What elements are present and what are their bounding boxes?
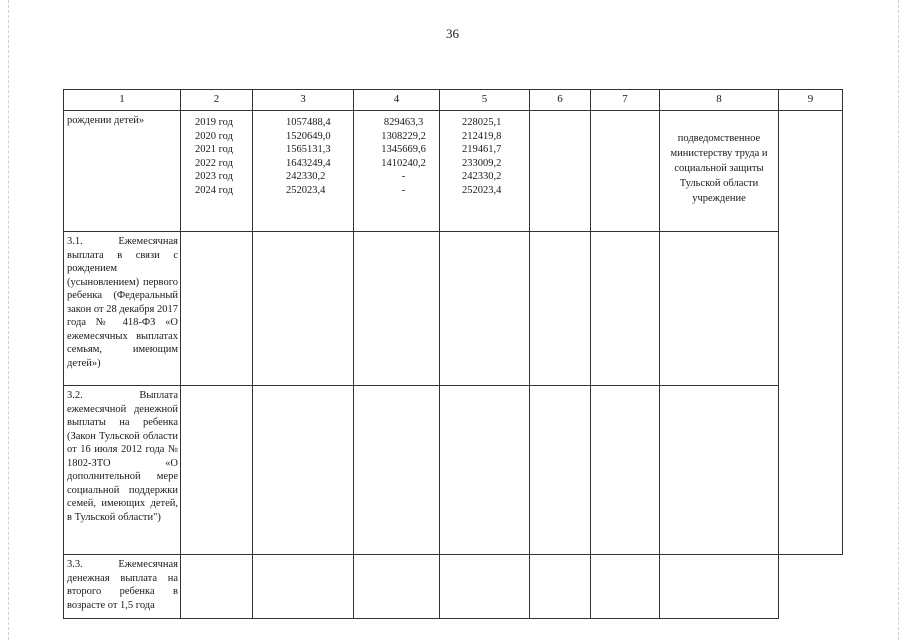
year-value: 2019 год (195, 117, 233, 128)
data-table (63, 89, 843, 619)
empty-cell (253, 386, 354, 555)
column-3-values (253, 111, 354, 232)
empty-cell (779, 555, 843, 619)
amount-value: 252023,4 (462, 184, 502, 196)
column-9-cell (779, 386, 843, 555)
responsible-executor-cell (660, 111, 779, 232)
table-row (64, 386, 843, 555)
row-description: 3.1. Ежемесячная выплата в связи с рождением (усыновлением) первого ребенка (Федеральный закон от 28 декабря 2017 года № 418-ФЗ «О ежемесячных выплатах семьям, имеющим детей») (64, 232, 181, 386)
year-value: 2023 год (195, 171, 233, 182)
col-header-3: 3 (253, 90, 354, 111)
empty-cell (253, 232, 354, 386)
amount-value: 219461,7 (462, 144, 502, 155)
empty-cell (530, 555, 591, 619)
col-header-9: 9 (779, 90, 843, 111)
empty-cell (591, 555, 660, 619)
row-description: 3.3. Ежемесячная денежная выплата на второго ребенка в возрасте от 1,5 года (64, 555, 181, 619)
col-header-4: 4 (354, 90, 440, 111)
col-header-8: 8 (660, 90, 779, 111)
left-margin-line (8, 0, 9, 640)
years-cell (181, 111, 253, 232)
empty-cell (253, 555, 354, 619)
header-row (64, 90, 843, 111)
col-header-1: 1 (64, 90, 181, 111)
empty-cell (440, 555, 530, 619)
year-value: 2024 год (195, 184, 233, 196)
year-value: 2020 год (195, 130, 233, 142)
empty-cell (530, 386, 591, 555)
amount-value: 1057488,4 (286, 117, 331, 128)
col-header-5: 5 (440, 90, 530, 111)
amount-value: 233009,2 (462, 157, 502, 169)
empty-cell (660, 386, 779, 555)
amount-value: 1308229,2 (381, 130, 426, 142)
right-margin-line (898, 0, 899, 640)
empty-cell (530, 111, 591, 232)
amount-value: 1410240,2 (381, 157, 426, 169)
executor-line: министерству труда и (670, 148, 768, 159)
empty-cell (181, 386, 253, 555)
page-number: 36 (446, 26, 459, 41)
amount-value: - (401, 184, 406, 196)
col-header-7: 7 (591, 90, 660, 111)
empty-cell (440, 232, 530, 386)
column-5-values (440, 111, 530, 232)
amount-value: 1520649,0 (286, 130, 331, 142)
executor-line: социальной защиты (674, 163, 764, 174)
empty-cell (530, 232, 591, 386)
executor-line: подведомственное (677, 133, 761, 144)
column-9-cell (779, 111, 843, 232)
empty-cell (591, 386, 660, 555)
amount-value: 228025,1 (462, 117, 502, 128)
empty-cell (591, 232, 660, 386)
col-header-2: 2 (181, 90, 253, 111)
empty-cell (660, 232, 779, 386)
amount-value: - (401, 171, 406, 182)
amount-value: 242330,2 (286, 171, 326, 182)
table-row (64, 232, 843, 386)
empty-cell (181, 555, 253, 619)
amount-value: 1643249,4 (286, 157, 331, 169)
empty-cell (354, 555, 440, 619)
amount-value: 212419,8 (462, 130, 502, 142)
amount-value: 242330,2 (462, 171, 502, 182)
table-row (64, 111, 843, 232)
empty-cell (354, 232, 440, 386)
col-header-6: 6 (530, 90, 591, 111)
executor-line: Тульской области (679, 178, 759, 189)
column-9-cell (779, 232, 843, 386)
empty-cell (591, 111, 660, 232)
amount-value: 252023,4 (286, 184, 326, 196)
amount-value: 829463,3 (383, 117, 424, 128)
amount-value: 1565131,3 (286, 144, 331, 155)
table-row (64, 555, 843, 619)
year-value: 2021 год (195, 144, 233, 155)
empty-cell (181, 232, 253, 386)
amount-value: 1345669,6 (381, 144, 426, 155)
row-description: рождении детей» (64, 111, 181, 232)
empty-cell (440, 386, 530, 555)
row-description: 3.2. Выплата ежемесячной денежной выплаты на ребенка (Закон Тульской области от 16 июля 2012 года № 1802-ЗТО «О дополнительной мере социальной поддержки семей, имеющих детей, в Тульской области") (64, 386, 181, 555)
executor-line: учреждение (692, 193, 746, 204)
year-value: 2022 год (195, 157, 233, 169)
column-4-values (354, 111, 440, 232)
empty-cell (660, 555, 779, 619)
empty-cell (354, 386, 440, 555)
